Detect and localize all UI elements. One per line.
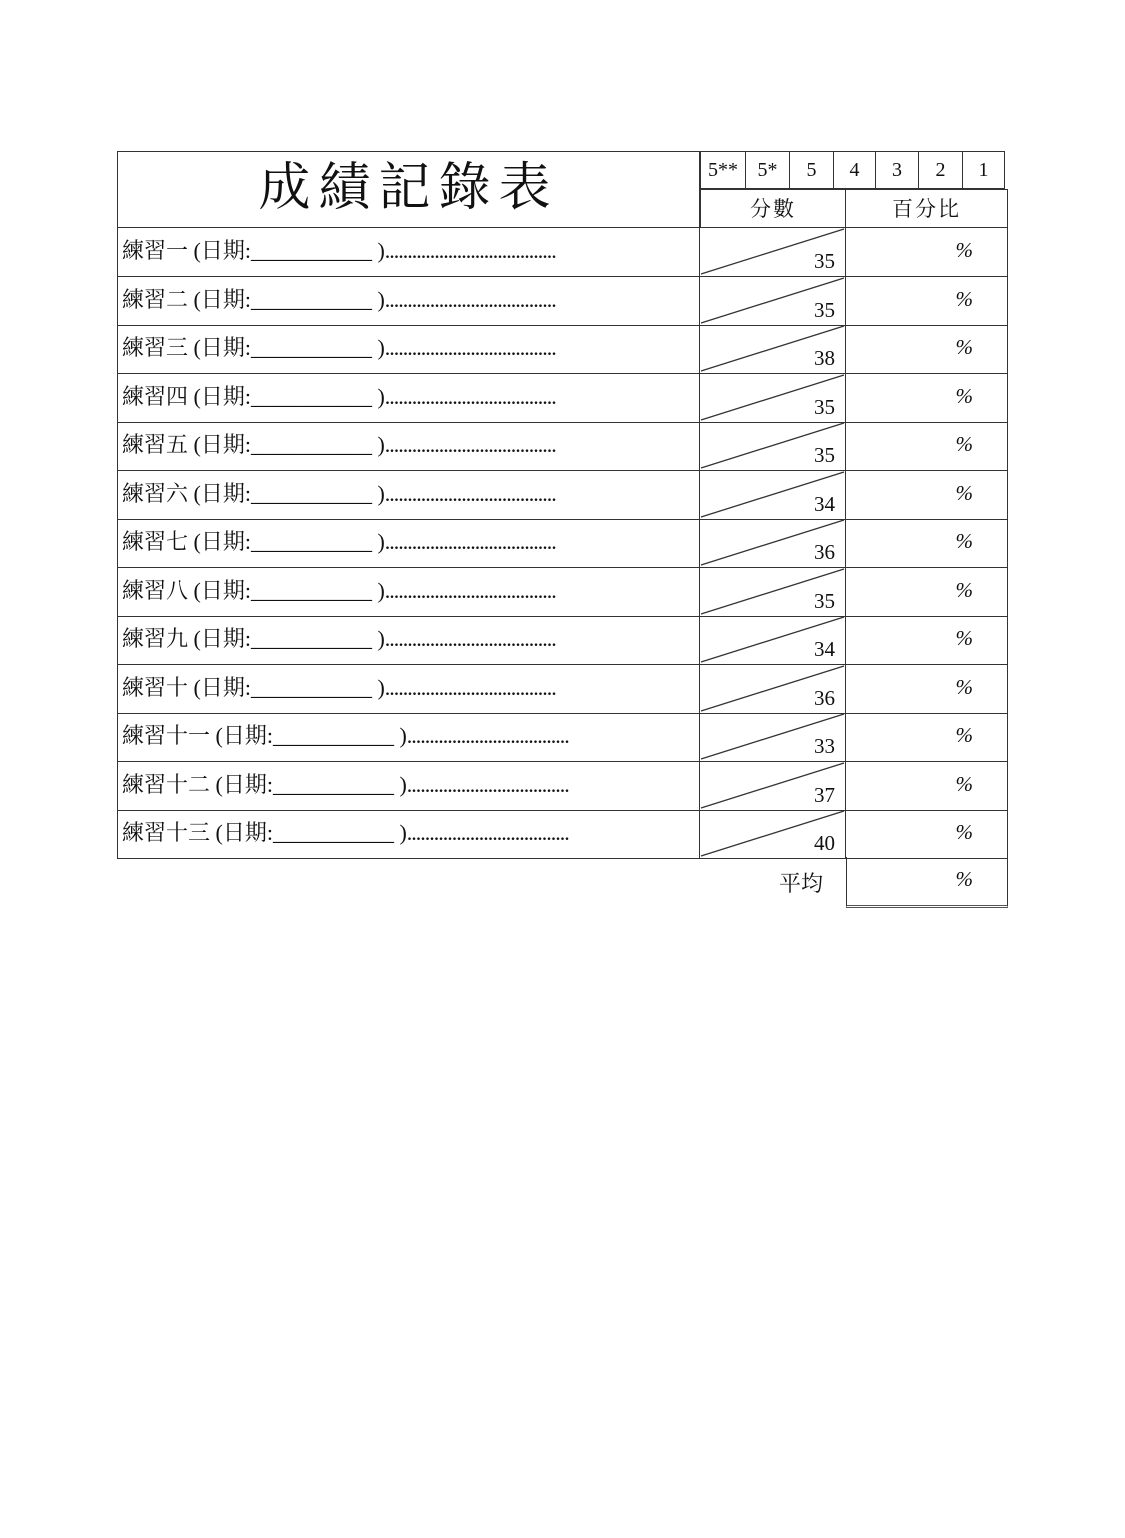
- exercise-label: [117, 277, 700, 326]
- score-cell[interactable]: [700, 374, 846, 423]
- date-prefix: (日期:: [193, 286, 251, 312]
- date-prefix: (日期:: [193, 432, 251, 457]
- exercise-name: 練習二: [122, 286, 189, 312]
- average-percent-sign: %: [955, 867, 973, 891]
- average-percent-cell[interactable]: [846, 857, 1008, 908]
- score-total: 35: [814, 297, 835, 322]
- score-cell[interactable]: [700, 325, 846, 374]
- percent-cell[interactable]: [846, 665, 1008, 714]
- score-cell[interactable]: [700, 519, 846, 568]
- date-close: ): [377, 577, 385, 603]
- score-total: 36: [814, 685, 835, 710]
- score-cell[interactable]: [700, 810, 846, 859]
- date-blank[interactable]: ___________: [250, 335, 372, 360]
- exercise-label: [117, 616, 700, 665]
- grade-cell: 5**: [700, 151, 746, 189]
- percent-sign: %: [955, 577, 973, 602]
- percent-cell[interactable]: [846, 762, 1008, 811]
- exercise-name: 練習八: [122, 577, 189, 603]
- exercise-name: 練習三: [122, 335, 189, 360]
- score-cell[interactable]: [700, 713, 846, 762]
- leader-dots: ....................................: [406, 771, 569, 797]
- percent-cell[interactable]: [846, 519, 1008, 568]
- score-total: 35: [814, 443, 835, 467]
- date-prefix: (日期:: [193, 577, 251, 603]
- leader-dots: ......................................: [384, 432, 556, 457]
- grade-cell: 1: [963, 151, 1005, 189]
- percent-cell[interactable]: [846, 713, 1008, 762]
- score-total: 35: [814, 394, 835, 419]
- percent-cell[interactable]: [846, 810, 1008, 859]
- date-prefix: (日期:: [215, 723, 273, 748]
- exercise-label: [117, 713, 700, 762]
- date-close: ): [377, 335, 385, 360]
- percent-sign: %: [955, 383, 973, 408]
- grade-cell: 4: [834, 151, 876, 189]
- score-cell[interactable]: [700, 616, 846, 665]
- exercise-name: 練習十: [122, 674, 189, 700]
- date-prefix: (日期:: [193, 383, 251, 409]
- grade-cell: 2: [919, 151, 963, 189]
- grade-cell: 3: [876, 151, 919, 189]
- date-blank[interactable]: ___________: [250, 626, 372, 651]
- date-blank[interactable]: ___________: [250, 674, 372, 700]
- score-cell[interactable]: [700, 228, 846, 277]
- page-title: 成績記錄表: [258, 158, 559, 218]
- percent-sign: %: [955, 674, 973, 699]
- date-prefix: (日期:: [193, 238, 251, 263]
- score-total: 37: [814, 782, 835, 807]
- date-close: ): [377, 626, 385, 651]
- percent-sign: %: [955, 286, 973, 311]
- percent-cell[interactable]: [846, 374, 1008, 423]
- exercise-name: 練習十一: [122, 723, 211, 748]
- leader-dots: ......................................: [384, 383, 556, 409]
- exercise-label: [117, 422, 700, 471]
- score-total: 35: [814, 588, 835, 613]
- percent-sign: %: [955, 335, 973, 359]
- score-cell[interactable]: [700, 277, 846, 326]
- date-prefix: (日期:: [193, 529, 251, 554]
- date-close: ): [377, 238, 385, 263]
- date-blank[interactable]: ___________: [272, 723, 394, 748]
- date-close: ): [377, 286, 385, 312]
- exercise-name: 練習九: [122, 626, 189, 651]
- exercise-label: [117, 762, 700, 811]
- date-close: ): [399, 723, 407, 748]
- exercise-label: [117, 519, 700, 568]
- score-header: 分數: [700, 189, 846, 228]
- leader-dots: ......................................: [384, 674, 556, 700]
- date-close: ): [377, 432, 385, 457]
- percent-cell[interactable]: [846, 568, 1008, 617]
- date-blank[interactable]: ___________: [250, 286, 372, 312]
- percent-sign: %: [955, 820, 973, 844]
- score-cell[interactable]: [700, 422, 846, 471]
- title-cell: [117, 151, 700, 228]
- percent-header: 百分比: [846, 189, 1008, 228]
- exercise-label: [117, 568, 700, 617]
- exercise-name: 練習六: [122, 480, 189, 506]
- score-total: 34: [814, 637, 835, 661]
- date-close: ): [377, 480, 385, 506]
- date-blank[interactable]: ___________: [250, 238, 372, 263]
- leader-dots: ....................................: [406, 723, 569, 748]
- date-blank[interactable]: ___________: [250, 577, 372, 603]
- date-blank[interactable]: ___________: [272, 820, 394, 845]
- score-total: 36: [814, 540, 835, 564]
- score-cell[interactable]: [700, 762, 846, 811]
- date-blank[interactable]: ___________: [272, 771, 394, 797]
- exercise-name: 練習四: [122, 383, 189, 409]
- exercise-label: [117, 810, 700, 859]
- score-total: 38: [814, 346, 835, 370]
- percent-sign: %: [955, 480, 973, 505]
- percent-sign: %: [955, 626, 973, 650]
- percent-cell[interactable]: [846, 228, 1008, 277]
- date-prefix: (日期:: [193, 335, 251, 360]
- grade-cell: 5*: [746, 151, 790, 189]
- date-prefix: (日期:: [215, 820, 273, 845]
- exercise-label: [117, 374, 700, 423]
- date-close: ): [377, 529, 385, 554]
- percent-cell[interactable]: [846, 616, 1008, 665]
- date-prefix: (日期:: [193, 674, 251, 700]
- date-close: ): [377, 383, 385, 409]
- leader-dots: ......................................: [384, 286, 556, 312]
- exercise-name: 練習七: [122, 529, 189, 554]
- percent-cell[interactable]: [846, 277, 1008, 326]
- date-blank[interactable]: ___________: [250, 529, 372, 554]
- leader-dots: ......................................: [384, 626, 556, 651]
- date-close: ): [399, 820, 407, 845]
- score-total: 33: [814, 734, 835, 758]
- date-blank[interactable]: ___________: [250, 432, 372, 457]
- date-close: ): [399, 771, 407, 797]
- percent-cell[interactable]: [846, 471, 1008, 520]
- score-total: 35: [814, 249, 835, 273]
- leader-dots: ......................................: [384, 577, 556, 603]
- leader-dots: ......................................: [384, 238, 556, 263]
- exercise-label: [117, 325, 700, 374]
- leader-dots: ......................................: [384, 529, 556, 554]
- date-prefix: (日期:: [193, 480, 251, 506]
- percent-cell[interactable]: [846, 325, 1008, 374]
- exercise-name: 練習一: [122, 238, 189, 263]
- leader-dots: ......................................: [384, 480, 556, 506]
- date-prefix: (日期:: [215, 771, 273, 797]
- leader-dots: ......................................: [384, 335, 556, 360]
- percent-cell[interactable]: [846, 422, 1008, 471]
- exercise-name: 練習十三: [122, 820, 211, 845]
- percent-sign: %: [955, 723, 973, 747]
- percent-sign: %: [955, 771, 973, 796]
- score-total: 40: [814, 831, 835, 855]
- exercise-label: [117, 471, 700, 520]
- percent-sign: %: [955, 529, 973, 553]
- score-cell[interactable]: [700, 665, 846, 714]
- score-cell[interactable]: [700, 568, 846, 617]
- exercise-name: 練習五: [122, 432, 189, 457]
- percent-sign: %: [955, 238, 973, 262]
- percent-sign: %: [955, 432, 973, 456]
- score-cell[interactable]: [700, 471, 846, 520]
- leader-dots: ....................................: [406, 820, 569, 845]
- date-prefix: (日期:: [193, 626, 251, 651]
- grade-cell: 5: [790, 151, 834, 189]
- exercise-label: [117, 665, 700, 714]
- score-total: 34: [814, 491, 835, 516]
- average-label: 平均: [779, 871, 824, 896]
- date-close: ): [377, 674, 385, 700]
- date-blank[interactable]: ___________: [250, 383, 372, 409]
- exercise-name: 練習十二: [122, 771, 211, 797]
- date-blank[interactable]: ___________: [250, 480, 372, 506]
- exercise-label: [117, 228, 700, 277]
